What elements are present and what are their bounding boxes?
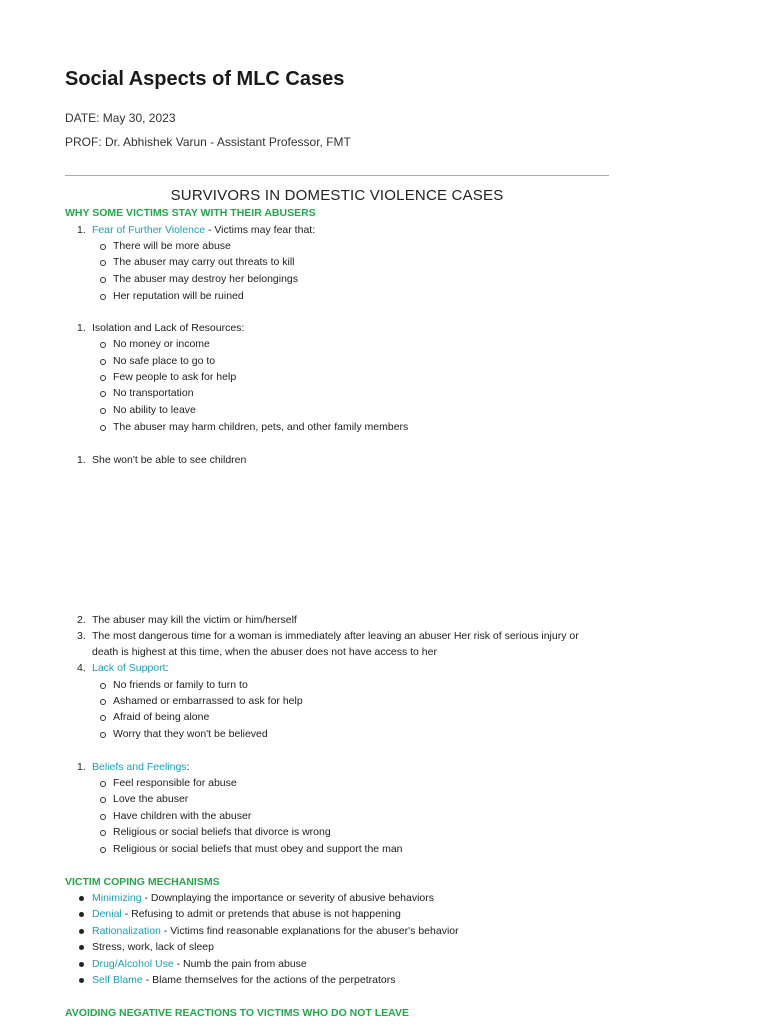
coping-text: - Blame themselves for the actions of the perpetrators [142, 974, 396, 986]
coping-item [92, 925, 459, 937]
list-item: Worry that they won't be believed [113, 728, 268, 740]
list-item: Religious or social beliefs that divorce is wrong [113, 826, 331, 838]
date-line: DATE: May 30, 2023 [65, 111, 176, 125]
list-item: The most dangerous time for a woman is immediately after leaving an abuser Her risk of serious injury or [92, 630, 579, 642]
list-item: She won't be able to see children [92, 454, 247, 466]
bullet-dot-icon [79, 945, 84, 950]
page-title: Social Aspects of MLC Cases [65, 68, 345, 90]
list-item: Afraid of being alone [113, 711, 210, 723]
coping-heading: VICTIM COPING MECHANISMS [65, 876, 220, 888]
list-item: Few people to ask for help [113, 371, 237, 383]
coping-item [92, 974, 395, 986]
list-item: Feel responsible for abuse [113, 777, 237, 789]
bullet-dot-icon [79, 978, 84, 983]
list-item: Have children with the abuser [113, 810, 252, 822]
list-item: No money or income [113, 338, 210, 350]
coping-text: - Downplaying the importance or severity of abusive behaviors [141, 892, 434, 904]
bullet-circle-icon [100, 342, 106, 348]
bullet-circle-icon [100, 781, 106, 787]
list-item: No safe place to go to [113, 355, 216, 367]
bullet-circle-icon [100, 391, 106, 397]
bullet-dot-icon [79, 962, 84, 967]
coping-text: - Numb the pain from abuse [173, 958, 307, 970]
coping-label: Minimizing [92, 892, 142, 904]
list-number: 1. [77, 224, 86, 236]
bullet-dot-icon [79, 896, 84, 901]
coping-item [92, 892, 434, 904]
beliefs-item [92, 761, 189, 773]
list-item: Her reputation will be ruined [113, 290, 244, 302]
bullet-circle-icon [100, 359, 106, 365]
list-item: The abuser may carry out threats to kill [113, 256, 295, 268]
bullet-circle-icon [100, 715, 106, 721]
coping-item: Stress, work, lack of sleep [92, 941, 214, 953]
list-number: 2. [77, 614, 86, 626]
support-label: Lack of Support [92, 662, 166, 674]
coping-label: Self Blame [92, 974, 143, 986]
coping-label: Denial [92, 908, 122, 920]
fear-item [92, 224, 315, 236]
support-suffix: : [165, 662, 169, 674]
coping-text: - Refusing to admit or pretends that abuse is not happening [121, 908, 401, 920]
bullet-circle-icon [100, 797, 106, 803]
list-item: Religious or social beliefs that must obey and support the man [113, 843, 403, 855]
bullet-circle-icon [100, 425, 106, 431]
bullet-circle-icon [100, 375, 106, 381]
coping-label: Rationalization [92, 925, 161, 937]
list-number: 4. [77, 662, 86, 674]
list-item: Love the abuser [113, 793, 189, 805]
list-item: There will be more abuse [113, 240, 231, 252]
section-title: SURVIVORS IN DOMESTIC VIOLENCE CASES [170, 187, 504, 204]
bullet-circle-icon [100, 732, 106, 738]
list-number: 1. [77, 761, 86, 773]
why-heading: WHY SOME VICTIMS STAY WITH THEIR ABUSERS [65, 207, 316, 219]
fear-suffix: - Victims may fear that: [205, 224, 316, 236]
bullet-circle-icon [100, 244, 106, 250]
bullet-circle-icon [100, 277, 106, 283]
avoid-heading: AVOIDING NEGATIVE REACTIONS TO VICTIMS WHO DO NOT LEAVE [65, 1007, 409, 1019]
isolation-label: Isolation and Lack of Resources: [92, 322, 245, 334]
support-item [92, 662, 168, 674]
coping-item [92, 958, 307, 970]
list-number: 1. [77, 322, 86, 334]
list-item-continued: death is highest at this time, when the abuser does not have access to her [92, 646, 437, 658]
list-number: 3. [77, 630, 86, 642]
bullet-dot-icon [79, 912, 84, 917]
list-number: 1. [77, 454, 86, 466]
beliefs-label: Beliefs and Feelings [92, 761, 187, 773]
bullet-circle-icon [100, 260, 106, 266]
list-item: No friends or family to turn to [113, 679, 248, 691]
fear-label: Fear of Further Violence [92, 224, 206, 236]
coping-text: - Victims find reasonable explanations for the abuser's behavior [160, 925, 459, 937]
bullet-dot-icon [79, 929, 84, 934]
list-item: No ability to leave [113, 404, 196, 416]
list-item: The abuser may harm children, pets, and other family members [113, 421, 409, 433]
coping-label: Drug/Alcohol Use [92, 958, 174, 970]
prof-line: PROF: Dr. Abhishek Varun - Assistant Professor, FMT [65, 135, 351, 149]
bullet-circle-icon [100, 683, 106, 689]
bullet-circle-icon [100, 814, 106, 820]
bullet-circle-icon [100, 408, 106, 414]
bullet-circle-icon [100, 294, 106, 300]
bullet-circle-icon [100, 830, 106, 836]
list-item: No transportation [113, 387, 194, 399]
list-item: The abuser may kill the victim or him/herself [92, 614, 297, 626]
bullet-circle-icon [100, 847, 106, 853]
divider [65, 175, 609, 176]
bullet-circle-icon [100, 699, 106, 705]
beliefs-suffix: : [186, 761, 190, 773]
coping-item [92, 908, 401, 920]
list-item: The abuser may destroy her belongings [113, 273, 299, 285]
list-item: Ashamed or embarrassed to ask for help [113, 695, 303, 707]
